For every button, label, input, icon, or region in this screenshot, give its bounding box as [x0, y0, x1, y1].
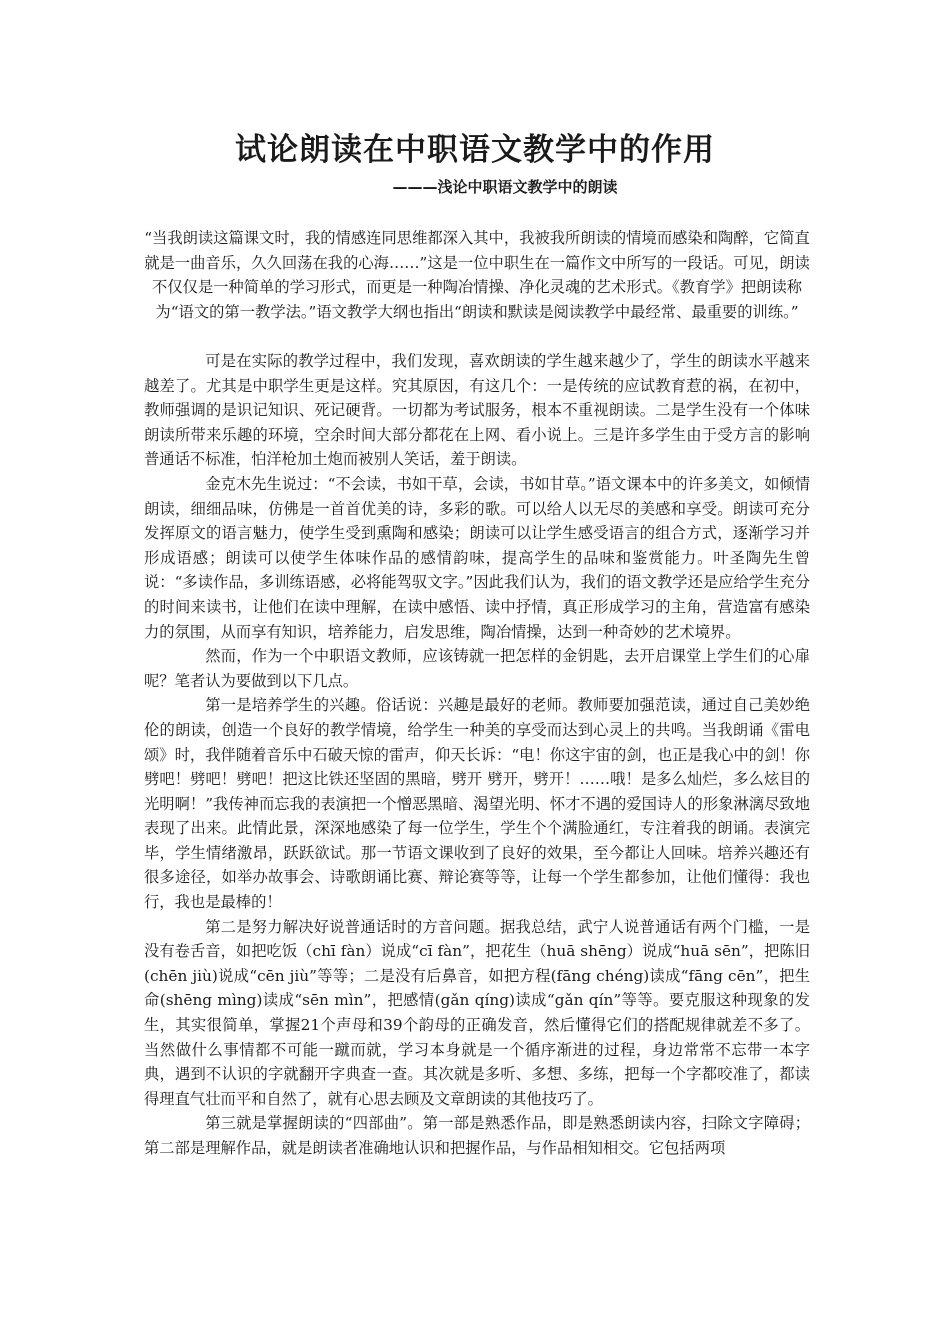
document-subtitle: ———浅论中职语文教学中的朗读 — [392, 178, 618, 196]
body-paragraph: 第三就是掌握朗读的“四部曲”。第一部是熟悉作品，即是熟悉朗读内容，扫除文字障碍；第二部是理解作品，就是朗读者准确地认识和把握作品，与作品相知相交。它包括两项 — [144, 1114, 810, 1157]
intro-paragraph: “当我朗读这篇课文时，我的情感连同思维都深入其中，我被我所朗读的情境而感染和陶醉，它简直就是一曲音乐，久久回荡在我的心海……”这是一位中职生在一篇作文中所写的一段话。可见，朗读不仅仅是一种简单的学习形式，而更是一种陶冶情操、净化灵魂的艺术形式。《教育学》把朗读称为“语文的第一教学法。”语文教学大纲也指出“朗读和默读是阅读教学中最经常、最重要的训练。” — [144, 229, 810, 321]
body-paragraph: 可是在实际的教学过程中，我们发现，喜欢朗读的学生越来越少了，学生的朗读水平越来越差了。尤其是中职学生更是这样。究其原因，有这几个：一是传统的应试教育惹的祸，在初中，教师强调的是识记知识、死记硬背。一切都为考试服务，根本不重视朗读。二是学生没有一个体味朗读所带来乐趣的环境，空余时间大部分都花在上网、看小说上。三是许多学生由于受方言的影响普通话不标准，怕洋枪加土炮而被别人笑话，羞于朗读。 — [144, 352, 810, 469]
body-paragraph: 然而，作为一个中职语文教师，应该铸就一把怎样的金钥匙，去开启课堂上学生们的心扉呢？笔者认为要做到以下几点。 — [144, 647, 810, 690]
body-text — [144, 349, 810, 1161]
body-paragraph: 第二是努力解决好说普通话时的方音问题。据我总结，武宁人说普通话有两个门槛，一是没有卷舌音，如把吃饭（chī fàn）说成“cī fàn”，把花生（huā shēng）说成“huā sēn”，把陈旧(chēn jiù)说成“cēn jiù”等等；二是没有后鼻音，如把方程(fāng chéng)读成“fāng cēn”，把生命(shēng mìng)读成“sēn mìn”，把感情(gǎn qíng)读成“gǎn qín”等等。要克服这种现象的发生，其实很简单，掌握21个声母和39个韵母的正确发音，然后懂得它们的搭配规律就差不多了。当然做什么事情都不可能一蹴而就，学习本身就是一个循序渐进的过程，身边常常不忘带一本字典，遇到不认识的字就翻开字典查一查。其次就是多听、多想、多练，把每一个字都咬准了，都读得理直气壮而平和自然了，就有心思去顾及文章朗读的其他技巧了。 — [144, 917, 810, 1108]
document-title: 试论朗读在中职语文教学中的作用 — [235, 132, 715, 168]
body-paragraph: 金克木先生说过：“不会读，书如干草，会读，书如甘草。”语文课本中的许多美文，如倾情朗读，细细品味，仿佛是一首首优美的诗，多彩的歌。可以给人以无尽的美感和享受。朗读可充分发挥原文的语言魅力，使学生受到熏陶和感染；朗读可以让学生感受语言的组合方式，逐渐学习并形成语感；朗读可以使学生体味作品的感情韵味，提高学生的品味和鉴赏能力。叶圣陶先生曾说：“多读作品，多训练语感，必将能驾驭文字。”因此我们认为，我们的语文教学还是应给学生充分的时间来读书，让他们在读中理解，在读中感悟、读中抒情，真正形成学习的主角，营造富有感染力的氛围，从而享有知识，培养能力，启发思维，陶冶情操，达到一种奇妙的艺术境界。 — [144, 474, 810, 641]
body-paragraph: 第一是培养学生的兴趣。俗话说：兴趣是最好的老师。教师要加强范读，通过自己美妙绝伦的朗读，创造一个良好的教学情境，给学生一种美的享受而达到心灵上的共鸣。当我朗诵《雷电颂》时，我伴随着音乐中石破天惊的雷声，仰天长诉：“电！你这宇宙的剑，也正是我心中的剑！你劈吧！劈吧！劈吧！把这比铁还坚固的黑暗，劈开 劈开，劈开！……哦！是多么灿烂，多么炫目的光明啊！”我传神而忘我的表演把一个憎恶黑暗、渴望光明、怀才不遇的爱国诗人的形象淋漓尽致地表现了出来。此情此景，深深地感染了每一位学生，学生个个满脸通红，专注着我的朗诵。表演完毕，学生情绪激昂，跃跃欲试。那一节语文课收到了良好的效果，至今都让人回味。培养兴趣还有很多途径，如举办故事会、诗歌朗诵比赛、辩论赛等等，让每一个学生都参加，让他们懂得：我也行，我也是最棒的！ — [144, 696, 810, 912]
